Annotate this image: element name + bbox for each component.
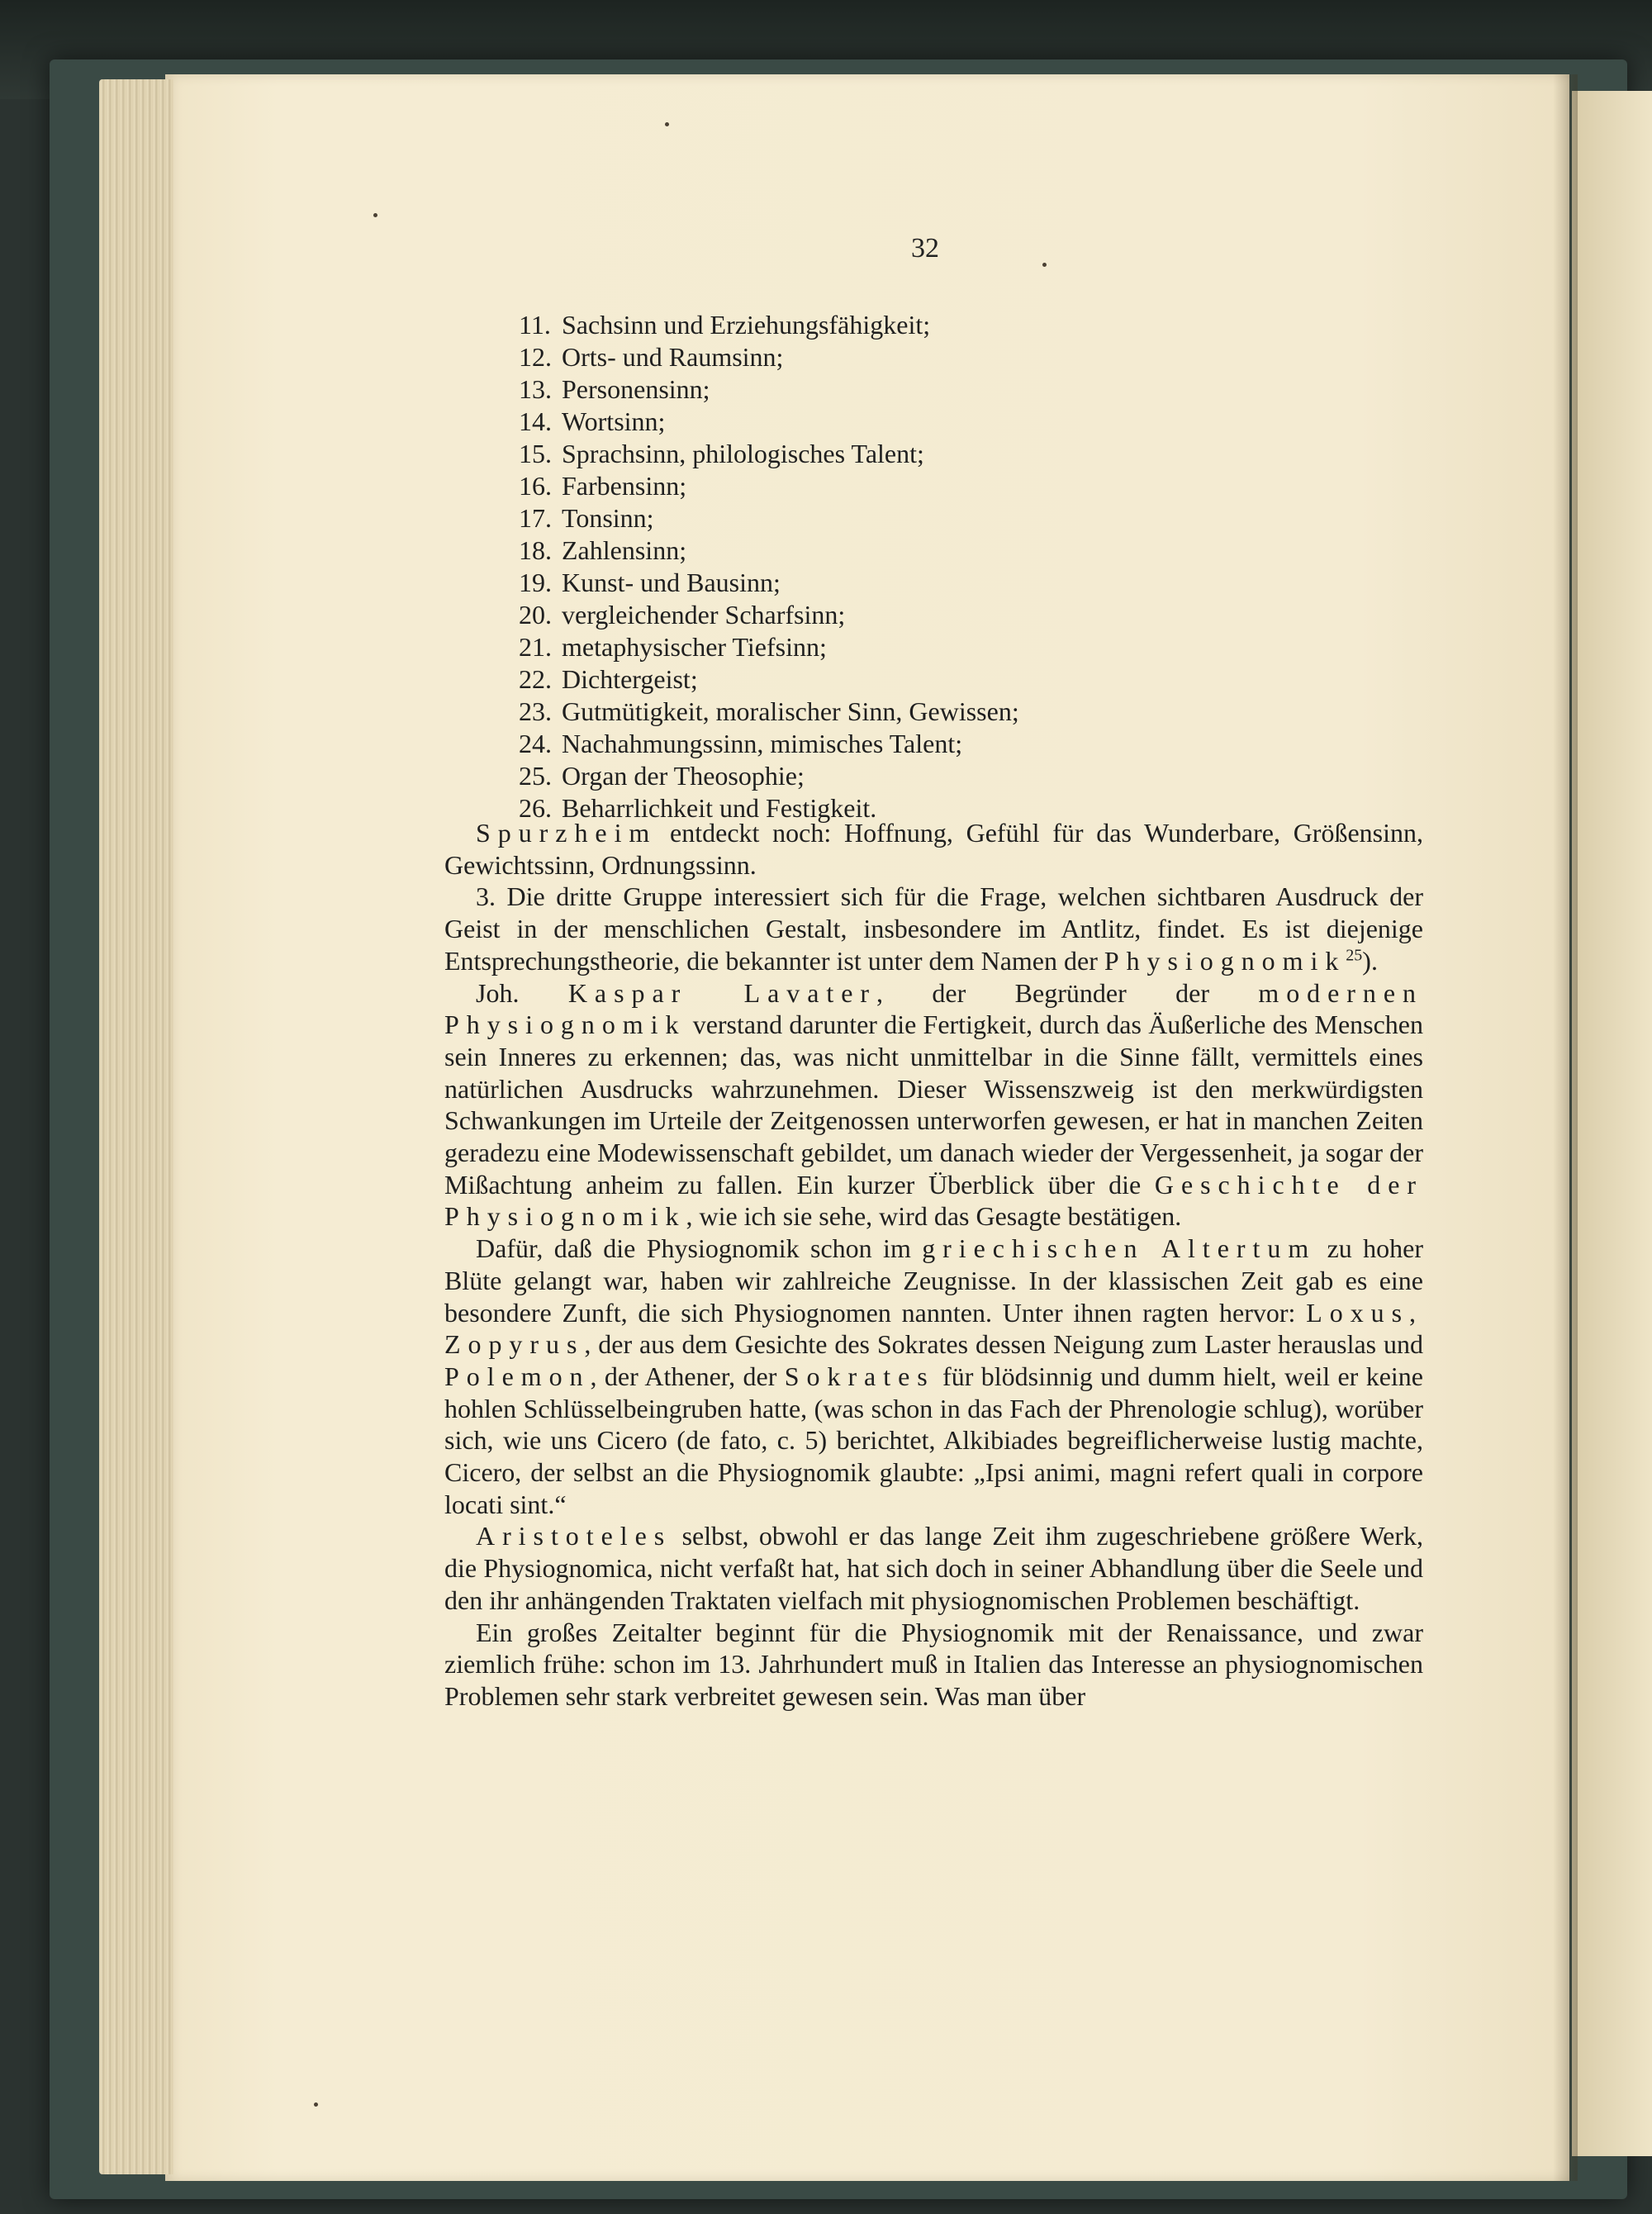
- paper-speck: [373, 213, 377, 217]
- list-item: 13. Personensinn;: [519, 374, 710, 404]
- list-item: 21. metaphysischer Tiefsinn;: [519, 632, 827, 662]
- list-item: 19. Kunst- und Bausinn;: [519, 568, 781, 597]
- paragraph-aristoteles: Aristoteles selbst, obwohl er das lange Zeit ihm zugeschriebene größere Werk, die Physiognomica, nicht verfaßt hat, hat sich doch in seiner Abhandlung über die Seele und den ihr anhängenden Traktaten vielfach mit physiognomischen Problemen beschäftigt.: [444, 1521, 1423, 1615]
- faculty-list: [519, 309, 1427, 824]
- list-item: 11. Sachsinn und Erziehungsfähigkeit;: [519, 310, 931, 340]
- footnote-marker: 25: [1346, 946, 1363, 965]
- list-item: 24. Nachahmungssinn, mimisches Talent;: [519, 729, 963, 758]
- facing-page-edge: [1569, 91, 1652, 2156]
- list-item: 16. Farbensinn;: [519, 471, 687, 501]
- list-item: 20. vergleichender Scharfsinn;: [519, 600, 846, 630]
- paper-speck: [665, 122, 669, 126]
- list-item: 17. Tonsinn;: [519, 503, 654, 533]
- list-item: 26. Beharrlichkeit und Festigkeit.: [519, 793, 877, 823]
- list-item: 23. Gutmütigkeit, moralischer Sinn, Gewissen;: [519, 696, 1019, 726]
- page-number: 32: [911, 233, 939, 264]
- list-item: 12. Orts- und Raumsinn;: [519, 342, 784, 372]
- paragraph-renaissance: Ein großes Zeitalter beginnt für die Physiognomik mit der Renaissance, und zwar ziemlich frühe: schon im 13. Jahrhundert muß in Italien das Interesse an physiognomischen Problemen sehr stark verbreitet gewesen sein. Was man über: [444, 1617, 1423, 1711]
- paper-speck: [1042, 263, 1047, 267]
- list-item: 22. Dichtergeist;: [519, 664, 698, 694]
- body-text: [444, 817, 1423, 1713]
- paragraph-lavater: Joh. Kaspar Lavater, der Begründer der modernen Physiognomik verstand darunter die Fertigkeit, durch das Äußerliche des Menschen sein Inneres zu erkennen; das, was nicht unmittelbar in die Sinne fällt, vermittels eines natürlichen Ausdrucks wahrzunehmen. Dieser Wissenszweig ist den merkwürdigsten Schwankungen im Urteile der Zeitgenossen unterworfen gewesen, er hat in manchen Zeiten geradezu eine Modewissenschaft gebildet, um danach wieder der Vergessenheit, ja sogar der Mißachtung anheim zu fallen. Ein kurzer Überblick über die Geschichte der Physiognomik, wie ich sie sehe, wird das Gesagte bestätigen.: [444, 977, 1423, 1232]
- list-item: 14. Wortsinn;: [519, 406, 666, 436]
- paragraph-greek-antiquity: Dafür, daß die Physiognomik schon im griechischen Altertum zu hoher Blüte gelangt war, haben wir zahlreiche Zeugnisse. In der klassischen Zeit gab es eine besondere Zunft, die sich Physiognomen nannten. Unter ihnen ragten hervor: Loxus, Zopyrus, der aus dem Gesichte des Sokrates dessen Neigung zum Laster herauslas und Polemon, der Athener, der Sokrates für blödsinnig und dumm hielt, weil er keine hohlen Schlüsselbeingruben hatte, (was schon in das Fach der Phrenologie schlug), worüber sich, wie uns Cicero (de fato, c. 5) berichtet, Alkibiades begreiflicherweise lustig machte, Cicero, der selbst an die Physiognomik glaubte: „Ipsi animi, magni refert quali in corpore locati sint.“: [444, 1233, 1424, 1519]
- page-edges: [99, 79, 173, 2174]
- list-item: 18. Zahlensinn;: [519, 535, 687, 565]
- paper-speck: [314, 2102, 318, 2107]
- paragraph-third-group: 3. Die dritte Gruppe interessiert sich für die Frage, welchen sichtbaren Ausdruck der Geist in der menschlichen Gestalt, insbesondere im Antlitz, findet. Es ist diejenige Entsprechungstheorie, die bekannter ist unter dem Namen der Physiognomik$^{25}$).: [444, 881, 1423, 976]
- paragraph-spurzheim: Spurzheim entdeckt noch: Hoffnung, Gefühl für das Wunderbare, Größensinn, Gewichtssinn, Ordnungssinn.: [444, 818, 1423, 880]
- list-item: 15. Sprachsinn, philologisches Talent;: [519, 439, 924, 468]
- gutter-shadow: [1553, 74, 1578, 2181]
- list-item: 25. Organ der Theosophie;: [519, 761, 805, 791]
